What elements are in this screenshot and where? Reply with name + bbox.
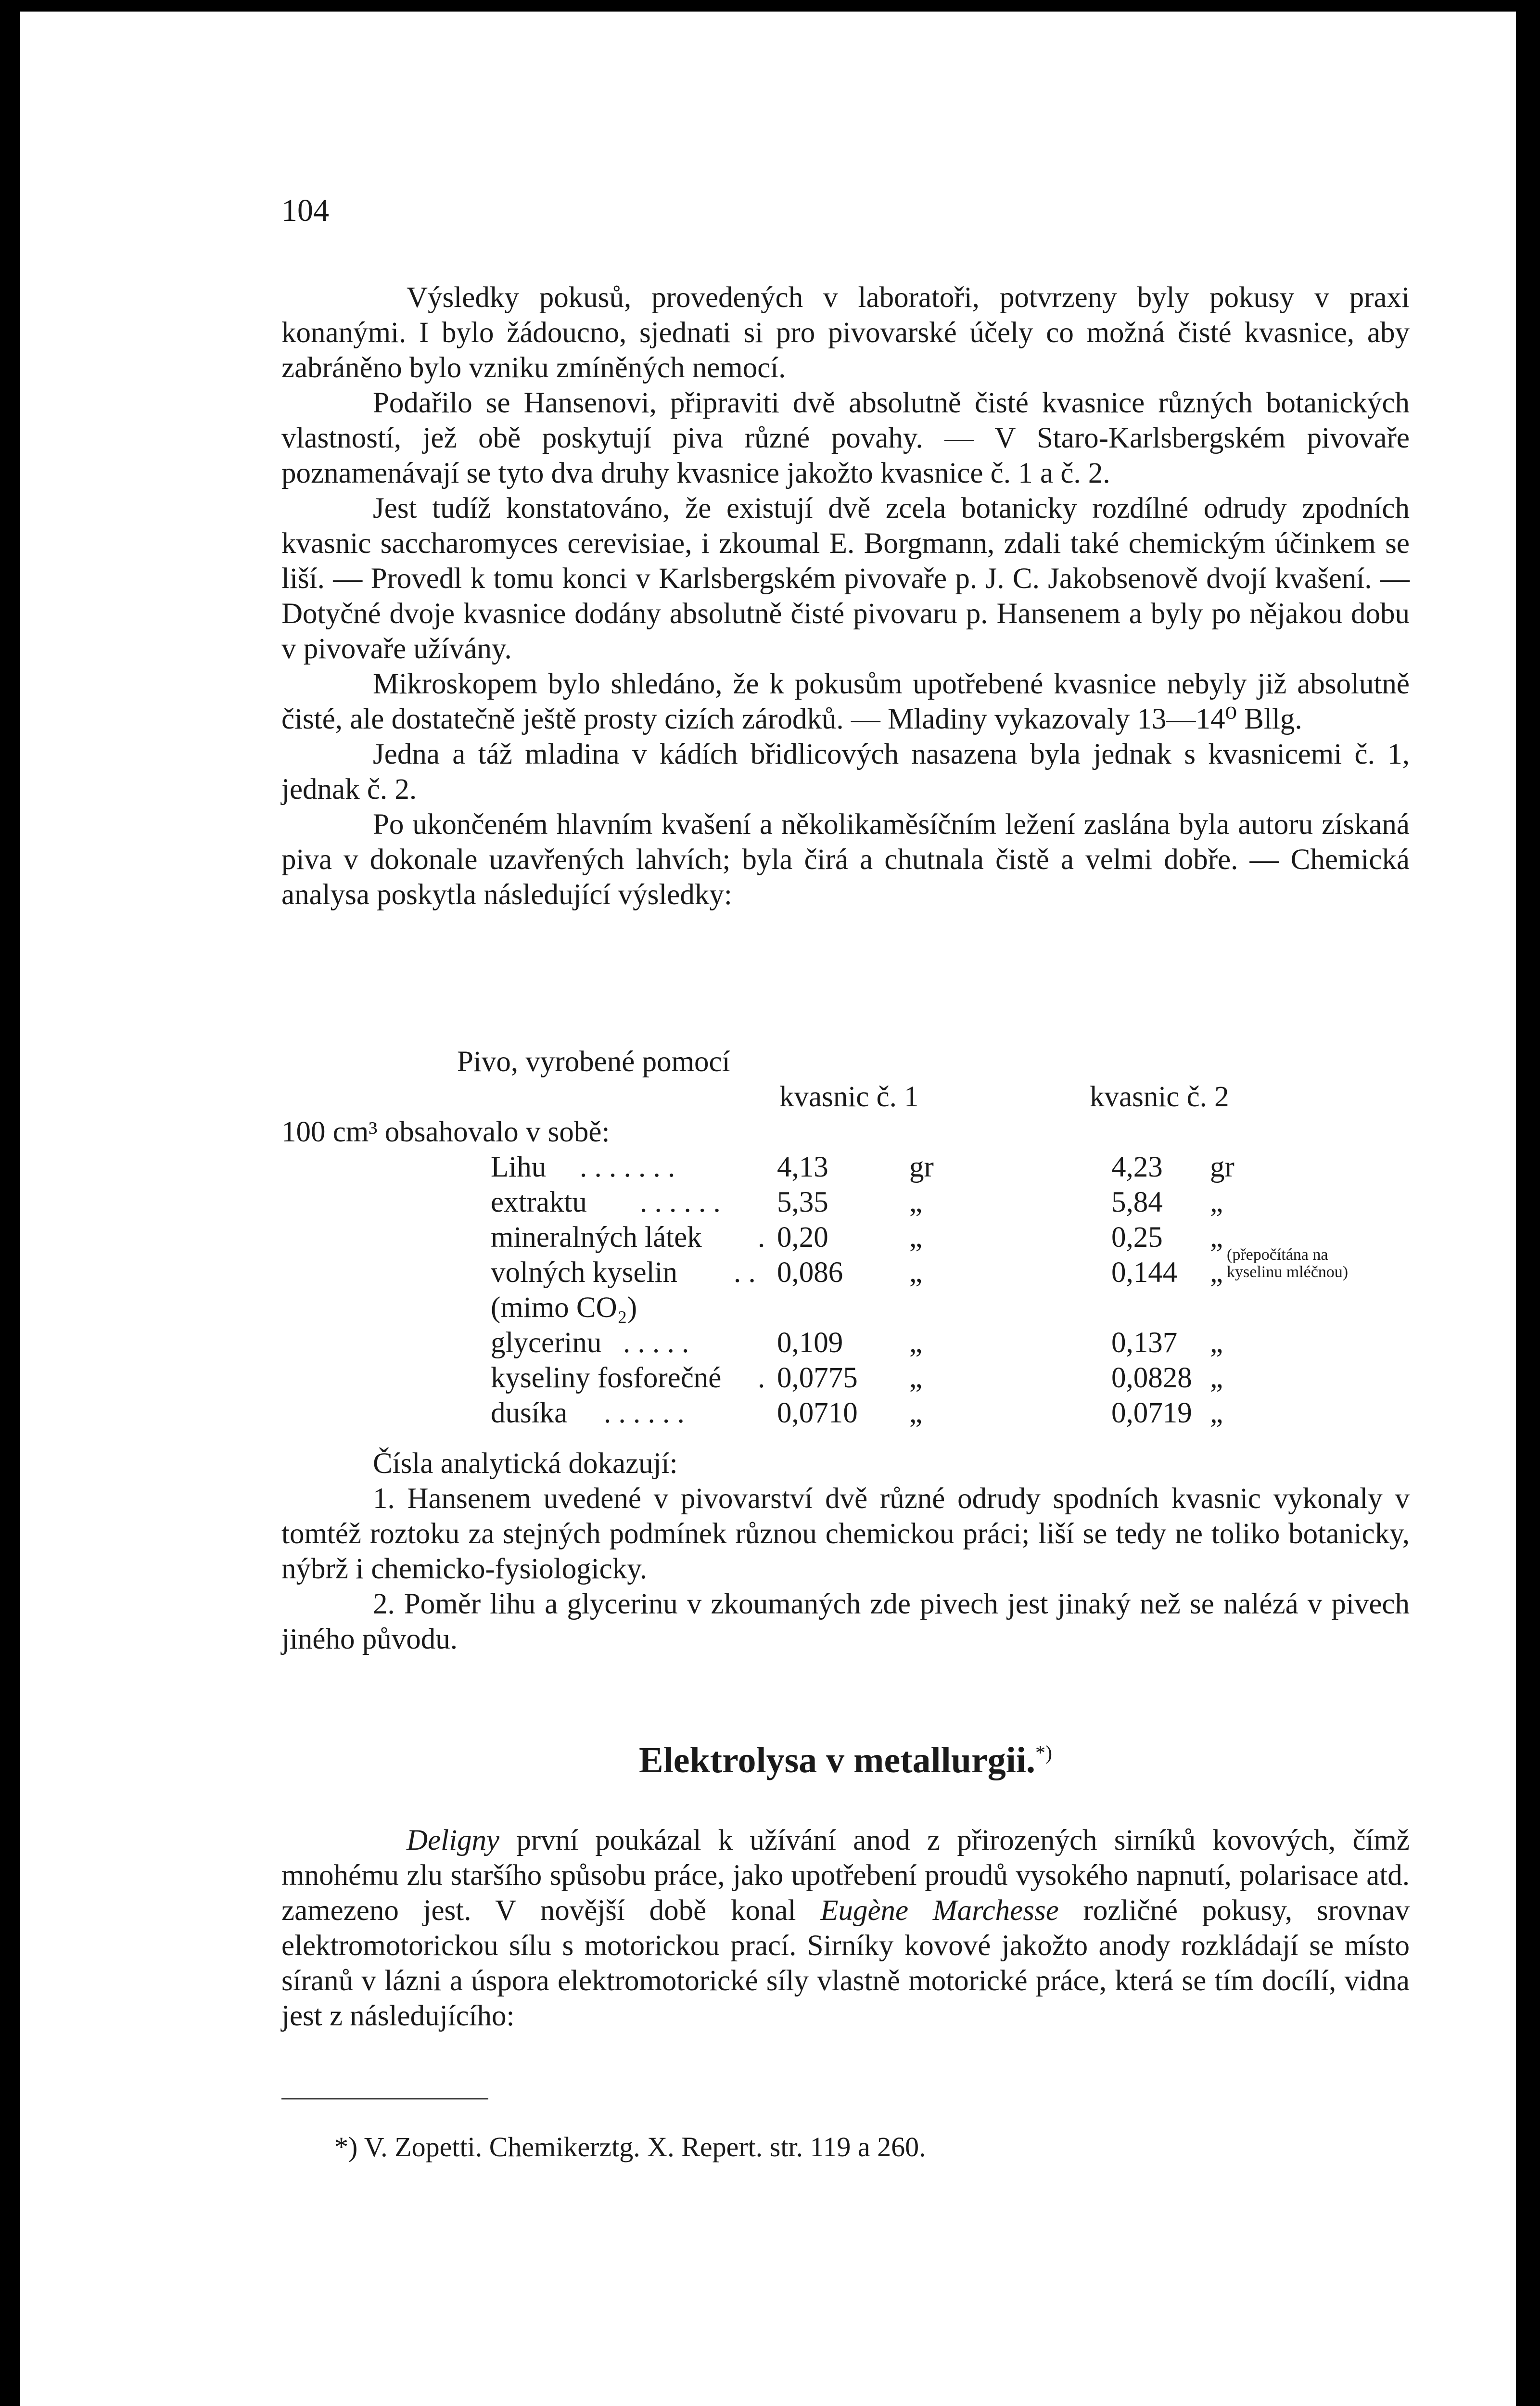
page-number: 104 <box>281 193 329 228</box>
column-header-1: kvasnic č. 1 <box>779 1081 919 1113</box>
table-row: kyseliny fosforečné . 0,0775 „ 0,0828 „ <box>491 1362 1223 1394</box>
table-row: mineralných látek . 0,20 „ 0,25 „ <box>491 1221 1223 1254</box>
footnote-rule <box>281 2098 488 2099</box>
body-text-top <box>281 280 1410 912</box>
conclusion-item: 2. Poměr lihu a glycerinu v zkoumaných zde pivech jest jinaký než se nalézá v pivech jiného původu. <box>281 1588 1410 1655</box>
scan-border-right <box>1516 0 1540 2406</box>
table-note-line-1: (přepočítána na <box>1227 1246 1328 1264</box>
analysis-table <box>281 1044 1410 1431</box>
author-name: Deligny <box>407 1824 500 1856</box>
paragraph: Výsledky pokusů, provedených v laboratoři, potvrzeny byly pokusy v praxi konanými. I bylo žádoucno, sjednati si pro pivovarské účely co možná čisté kvasnice, aby zabráněno bylo vzniku zmíněných nemocí. <box>281 282 1410 384</box>
paragraph: Deligny první poukázal k užívání anod z přirozených sirníků kovových, čímž mnohému zlu staršího spůsobu práce, jako upotřebení proudů vysokého napnutí, polarisace atd. zamezeno jest. V novější době konal Eugène Marchesse rozličné pokusy, srovnav elektromotorickou sílu s motorickou prací. Sirníky kovové jakožto anody rozkládají se místo síranů v lázni a úspora elektromotorické síly vlastně motorické práce, která se tím docílí, vidna jest z následujícího: <box>281 1824 1410 2032</box>
table-row: extraktu . . . . . . 5,35 „ 5,84 „ <box>491 1186 1223 1218</box>
footnote: *) V. Zopetti. Chemikerztg. X. Repert. str. 119 a 260. <box>334 2131 926 2163</box>
scan-border-left <box>0 0 20 2406</box>
conclusion-intro: Čísla analytická dokazují: <box>373 1447 678 1480</box>
table-row: glycerinu . . . . . 0,109 „ 0,137 „ <box>491 1327 1223 1359</box>
column-header-2: kvasnic č. 2 <box>1090 1081 1229 1113</box>
paragraph: Jedna a táž mladina v kádích břidlicových nasazena byla jednak s kvasnicemi č. 1, jednak č. 2. <box>281 738 1410 806</box>
table-row: (mimo CO₂) <box>491 1292 637 1324</box>
paragraph: Po ukončeném hlavním kvašení a několikaměsíčním ležení zaslána byla autoru získaná piva v dokonale uzavřených lahvích; byla čirá a chutnala čistě a velmi dobře. — Chemická analysa poskytla následující výsledky: <box>281 808 1410 911</box>
table-row: volných kyselin . . 0,086 „ 0,144 „ (přepočítána na kyselinu mléčnou) <box>491 1246 1349 1289</box>
body-text-bottom <box>281 1823 1410 2034</box>
paragraph: Mikroskopem bylo shledáno, že k pokusům upotřebené kvasnice nebyly již absolutně čisté, ale dostatečně ještě prosty cizích zárodků. — Mladiny vykazovaly 13—14⁰ Bllg. <box>281 668 1410 735</box>
footnote-marker: *) <box>1035 1742 1052 1765</box>
author-name: Eugène Marchesse <box>820 1894 1059 1927</box>
table-note-line-2: kyselinu mléčnou) <box>1227 1263 1349 1281</box>
conclusions <box>281 1446 1410 1657</box>
paragraph: Jest tudíž konstatováno, že existují dvě zcela botanicky rozdílné odrudy zpodních kvasnic saccharomyces cerevisiae, i zkoumal E. Borgmann, zdali také chemickým účinkem se liší. — Provedl k tomu konci v Karlsbergském pivovaře p. J. C. Jakobsenově dvojí kvašení. — Dotyčné dvoje kvasnice dodány absolutně čisté pivovaru p. Hansenem a byly po nějakou dobu v pivovaře užívány. <box>281 492 1410 665</box>
paragraph: Podařilo se Hansenovi, připraviti dvě absolutně čisté kvasnice různých botanických vlastností, jež obě poskytují piva různé povahy. — V Staro-Karlsbergském pivovaře poznamenávají se tyto dva druhy kvasnice jakožto kvasnice č. 1 a č. 2. <box>281 387 1410 489</box>
scan-border-top <box>0 0 1540 12</box>
table-intro: Pivo, vyrobené pomocí <box>457 1046 730 1078</box>
table-row: dusíka . . . . . . 0,0710 „ 0,0719 „ <box>491 1397 1223 1429</box>
conclusion-item: 1. Hansenem uvedené v pivovarství dvě různé odrudy spodních kvasnic vykonaly v tomtéž roztoku za stejných podmínek různou chemickou práci; liší se tedy ne toliko botanicky, nýbrž i chemicko-fysiologicky. <box>281 1483 1410 1585</box>
table-row: Lihu . . . . . . . 4,13 gr 4,23 gr <box>491 1151 1235 1183</box>
section-heading: Elektrolysa v metallurgii.*) <box>639 1740 1052 1780</box>
table-basis: 100 cm³ obsahovalo v sobě: <box>281 1116 610 1148</box>
